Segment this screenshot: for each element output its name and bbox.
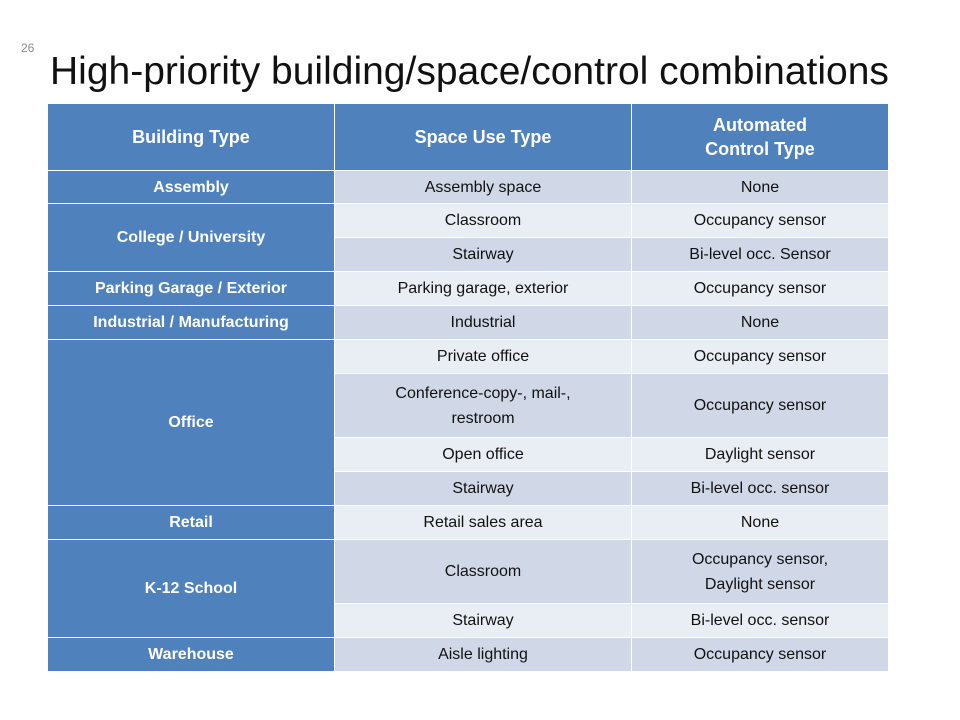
building-type-cell: Office xyxy=(48,340,335,506)
space-use-cell: Classroom xyxy=(335,204,632,238)
space-use-cell: Retail sales area xyxy=(335,506,632,540)
control-type-cell: None xyxy=(632,506,889,540)
space-use-cell: Classroom xyxy=(335,540,632,604)
building-type-cell: Warehouse xyxy=(48,638,335,672)
control-type-cell: Occupancy sensor xyxy=(632,272,889,306)
building-type-cell: Industrial / Manufacturing xyxy=(48,306,335,340)
control-type-cell: None xyxy=(632,171,889,204)
header-building-type: Building Type xyxy=(48,104,335,171)
table-row xyxy=(48,204,889,238)
control-type-cell: Occupancy sensor xyxy=(632,340,889,374)
header-automated-control-type: Automated Control Type xyxy=(632,104,889,171)
table-row xyxy=(48,506,889,540)
space-use-cell: Private office xyxy=(335,340,632,374)
space-use-cell: Stairway xyxy=(335,604,632,638)
table-row xyxy=(48,340,889,374)
space-use-cell: Industrial xyxy=(335,306,632,340)
control-type-cell: Bi-level occ. Sensor xyxy=(632,238,889,272)
space-use-cell: Open office xyxy=(335,438,632,472)
space-use-cell: Stairway xyxy=(335,472,632,506)
control-type-cell: Occupancy sensor, Daylight sensor xyxy=(632,540,889,604)
header-space-use-type: Space Use Type xyxy=(335,104,632,171)
building-type-cell: Retail xyxy=(48,506,335,540)
space-use-cell: Aisle lighting xyxy=(335,638,632,672)
space-use-cell: Conference-copy-, mail-, restroom xyxy=(335,374,632,438)
control-type-cell: Occupancy sensor xyxy=(632,374,889,438)
control-type-cell: Daylight sensor xyxy=(632,438,889,472)
building-type-cell: College / University xyxy=(48,204,335,272)
control-type-cell: None xyxy=(632,306,889,340)
control-type-cell: Bi-level occ. sensor xyxy=(632,604,889,638)
table-row xyxy=(48,272,889,306)
table-row xyxy=(48,306,889,340)
building-type-cell: K-12 School xyxy=(48,540,335,638)
slide-number: 26 xyxy=(21,41,35,55)
space-use-cell: Stairway xyxy=(335,238,632,272)
building-type-cell: Assembly xyxy=(48,171,335,204)
table-row xyxy=(48,171,889,204)
table-header-row xyxy=(48,104,889,171)
control-type-cell: Bi-level occ. sensor xyxy=(632,472,889,506)
building-type-cell: Parking Garage / Exterior xyxy=(48,272,335,306)
table-row xyxy=(48,540,889,604)
space-use-cell: Assembly space xyxy=(335,171,632,204)
table-row xyxy=(48,638,889,672)
control-type-cell: Occupancy sensor xyxy=(632,638,889,672)
control-type-cell: Occupancy sensor xyxy=(632,204,889,238)
slide-title: High-priority building/space/control combinations xyxy=(50,50,889,93)
space-use-cell: Parking garage, exterior xyxy=(335,272,632,306)
combinations-table xyxy=(47,103,889,672)
